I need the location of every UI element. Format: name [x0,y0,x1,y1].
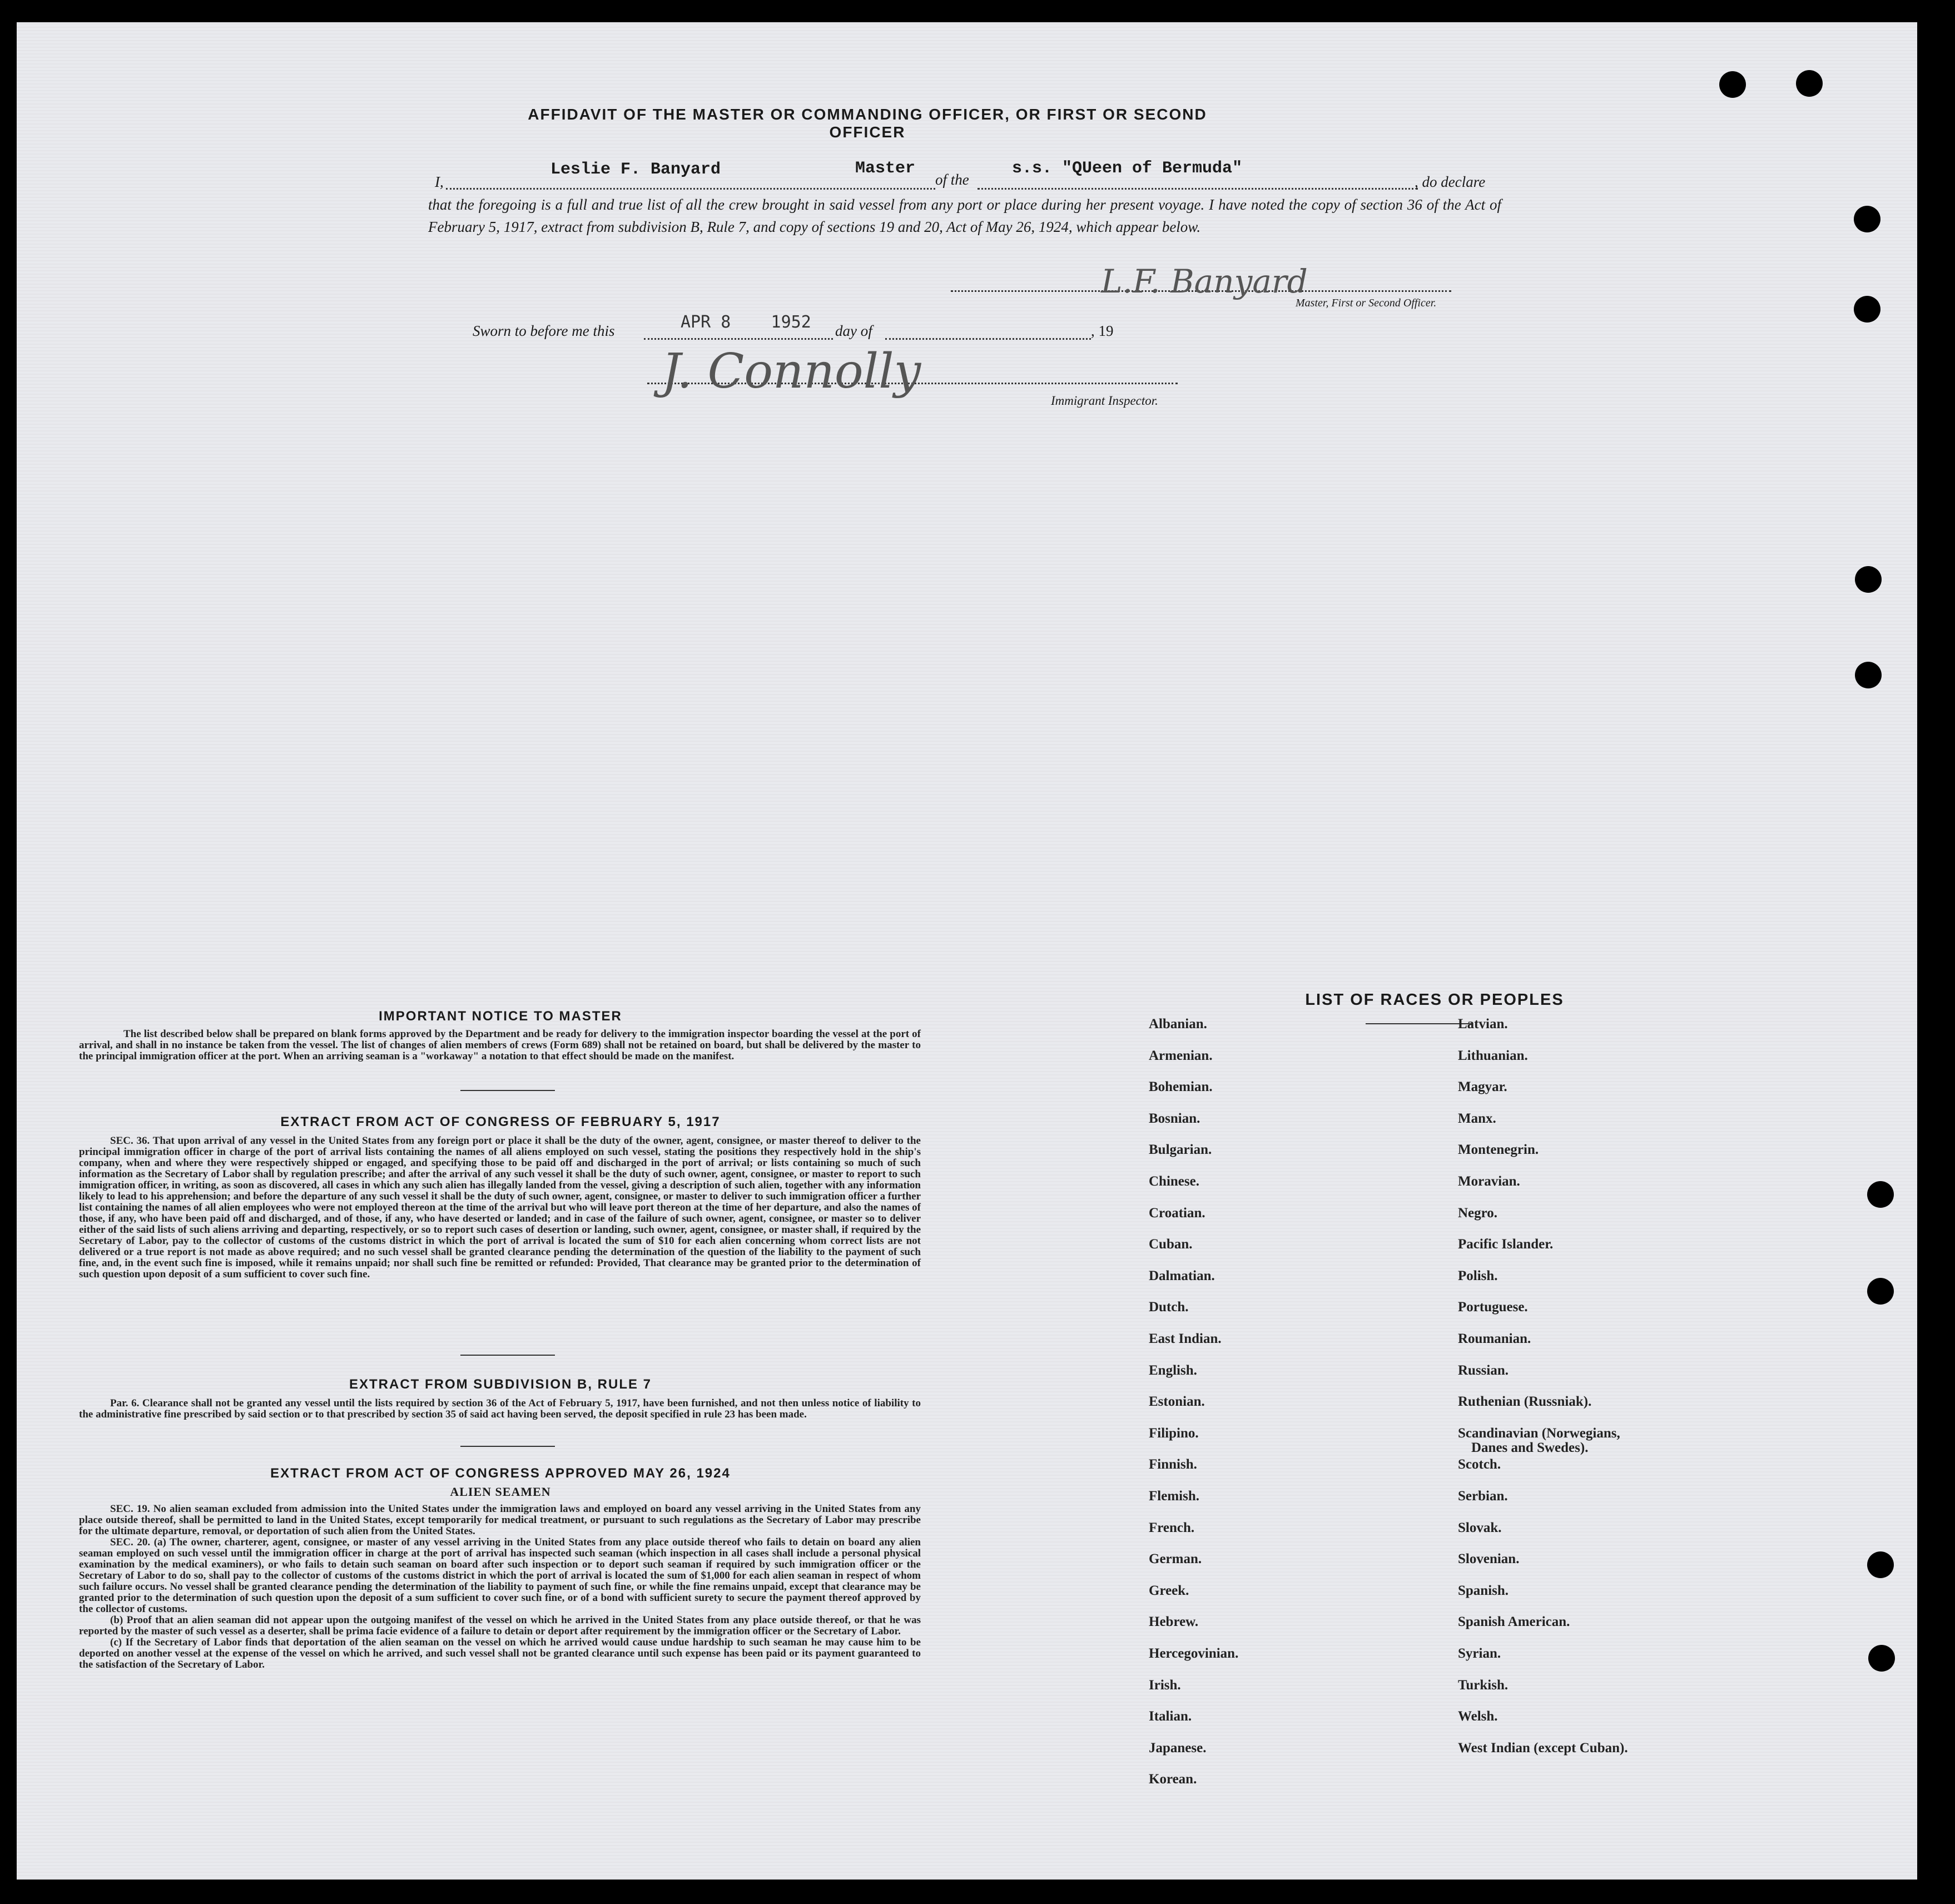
sworn-date-stamp: APR 8 1952 [681,313,811,332]
race-item: Finnish. [1149,1457,1197,1472]
race-item: West Indian (except Cuban). [1458,1740,1628,1756]
race-item: Bosnian. [1149,1110,1200,1126]
extract-1924-block [79,1504,921,1670]
day-of-line [885,338,1091,340]
race-item: Scandinavian (Norwegians, [1458,1425,1620,1441]
affidavit-i-label: I, [435,173,444,190]
vessel-line [977,188,1418,190]
sec20c-text: (c) If the Secretary of Labor finds that deportation of the alien seaman on the vessel on which he arrived would cause undue hardship to such seaman he may cause him to be deported on another vessel at the expense of the vessel on which he arrived, and such vessel shall not be granted clearance until such expense has been paid or its payment guaranteed to the satisfaction of the Secretary of Labor. [79,1637,921,1670]
race-item: Greek. [1149,1583,1189,1598]
race-item: Ruthenian (Russniak). [1458,1394,1592,1410]
punch-hole [1868,1645,1895,1672]
race-item: Croatian. [1149,1205,1205,1221]
rule7-text: Par. 6. Clearance shall not be granted any vessel until the lists required by section 36 of the Act of February 5, 1917, have been furnished, and not then unless notice of liability to the administrative fine prescribed by said section or to that prescribed by section 35 of said act having been served, the deposit specified in rule 23 has been made. [79,1397,921,1420]
race-item: Magyar. [1458,1079,1507,1095]
do-declare-label: , do declare [1415,173,1486,190]
race-item: Latvian. [1458,1017,1508,1032]
signer-title: Master, First or Second Officer. [1296,297,1437,309]
race-item: Chinese. [1149,1174,1199,1189]
punch-hole [1867,1181,1894,1208]
race-item: Danes and Swedes). [1471,1440,1589,1455]
race-item: Portuguese. [1458,1300,1528,1315]
race-item: Albanian. [1149,1017,1207,1032]
separator [460,1090,555,1091]
race-item: Irish. [1149,1677,1181,1693]
extract-1924-title: EXTRACT FROM ACT OF CONGRESS APPROVED MAY 26, 1924 [270,1466,731,1481]
race-item: Negro. [1458,1205,1498,1221]
punch-hole [1855,566,1882,593]
master-signature: L.F. Banyard [1101,262,1308,300]
race-item: Syrian. [1458,1646,1501,1661]
race-item: Slovak. [1458,1520,1502,1535]
name-line [446,188,935,190]
race-item: Italian. [1149,1709,1192,1724]
sec20b-text: (b) Proof that an alien seaman did not appear upon the outgoing manifest of the vessel on which he arrived in the United States from any place outside thereof, or that he was reported by the master of such vessel as a deserter, shall be prima facie evidence of a failure to detain or deport after requirement by the immigration officer or the Secretary of Labor. [79,1614,921,1637]
race-item: Bohemian. [1149,1079,1213,1095]
extract-1924-subtitle: ALIEN SEAMEN [450,1485,551,1499]
race-item: Welsh. [1458,1709,1498,1724]
year-label: , 19 [1091,323,1114,339]
race-item: Scotch. [1458,1457,1501,1472]
inspector-title: Immigrant Inspector. [1051,394,1158,408]
race-item: Slovenian. [1458,1551,1520,1567]
vessel-name: s.s. "QUeen of Bermuda" [1012,159,1243,178]
of-the-label: of the [935,171,969,188]
race-item: Serbian. [1458,1489,1508,1504]
race-item: Hercegovinian. [1149,1646,1239,1661]
punch-hole [1796,70,1823,97]
punch-hole [1867,1551,1894,1578]
notice-text: The list described below shall be prepared on blank forms approved by the Department and be ready for delivery to the immigration inspector boarding the vessel at the port of arrival, and shall in no instance be taken from the vessel. The list of changes of alien members of crews (Form 689) shall not be retained on board, but shall be delivered by the master to the principal immigration officer at the port. When an arriving seaman is a "workaway" a notation to that effect should be made on the manifest. [79,1028,921,1062]
affidavit-title: AFFIDAVIT OF THE MASTER OR COMMANDING OFFICER, OR FIRST OR SECOND OFFICER [528,106,1207,141]
race-item: Bulgarian. [1149,1142,1212,1158]
extract-1917-title: EXTRACT FROM ACT OF CONGRESS OF FEBRUARY 5, 1917 [280,1114,721,1129]
race-item: Roumanian. [1458,1331,1531,1346]
rule7-block [79,1398,921,1420]
punch-hole [1867,1278,1894,1305]
punch-hole [1854,206,1880,232]
notice-block [79,1029,921,1062]
separator [1366,1023,1471,1024]
race-item: Pacific Islander. [1458,1237,1554,1252]
sec36-text: SEC. 36. That upon arrival of any vessel in the United States from any foreign port or place it shall be the duty of the owner, agent, consignee, or master thereof to deliver to the principal immigration officer in charge of the port of arrival lists containing the names of all aliens employed on such vessel, stating the positions they respectively hold in the ship's company, when and where they were respectively shipped or engaged, and specifying those to be paid off and discharged in the port of arrival; or lists containing so much of such information as the Secretary of Labor shall by regulation prescribe; and after the arrival of any such vessel it shall be the duty of such owner, agent, consignee, or master to report to such immigration officer, in writing, as soon as discovered, all cases in which any such alien has illegally landed from the vessel, giving a description of such alien, together with any information likely to lead to his apprehension; and before the departure of any such vessel it shall be the duty of such owner, agent, consignee, or master to deliver to such immigration officer a further list containing the names of all alien employees who were not employed thereon at the time of the arrival but who will leave port thereon at the time of her departure, and also the names of those, if any, who have been paid off and discharged, and of those, if any, who have deserted or landed; and in case of the failure of such owner, agent, consignee, or master so to deliver either of the said lists of such aliens arriving and departing, respectively, or so to report such cases of desertion or landing, such owner, agent, consignee, or master shall, if required by the Secretary of Labor, pay to the collector of customs of the customs district in which the port of arrival is located the sum of $10 for each alien concerning whom correct lists are not delivered or a true report is not made as above required; and no such vessel shall be granted clearance pending the determination of the question of the liability to the payment of such fine, and, in the event such fine is imposed, while it remains unpaid; nor shall such fine be remitted or refunded: Provided, That clearance may be granted prior to the determination of such question upon deposit of a sum sufficient to cover such fine. [79,1135,921,1280]
race-item: Turkish. [1458,1677,1509,1693]
race-item: East Indian. [1149,1331,1222,1346]
rule7-title: EXTRACT FROM SUBDIVISION B, RULE 7 [349,1377,652,1392]
race-item: Cuban. [1149,1237,1193,1252]
race-item: Filipino. [1149,1425,1199,1441]
race-item: Estonian. [1149,1394,1205,1410]
race-item: Spanish American. [1458,1614,1570,1630]
race-item: Moravian. [1458,1174,1520,1189]
race-item: Dalmatian. [1149,1268,1215,1283]
race-item: Spanish. [1458,1583,1509,1598]
notice-title: IMPORTANT NOTICE TO MASTER [379,1009,622,1024]
master-name: Leslie F. Banyard [550,160,721,179]
race-item: French. [1149,1520,1195,1535]
sec20a-text: SEC. 20. (a) The owner, charterer, agent, consignee, or master of any vessel arriving in the United States from any place outside thereof who fails to detain on board any alien seaman employed on such vessel until the immigration officer in charge at the port of arrival has inspected such seaman (which inspection in all cases shall include a personal physical examination by the medical examiners), or who fails to detain such seaman on board after such inspection or to deport such seaman if required by such immigration officer or the Secretary of Labor to do so, shall pay to the collector of customs of the customs district in which the port of arrival is located the sum of $1,000 for each alien seaman in respect of whom such failure occurs. No vessel shall be granted clearance pending the determination of the liability to payment of such fine, or while the fine remains unpaid, except that clearance may be granted prior to the determination of such question upon the deposit of a sum sufficient to cover such fine, or of a bond with sufficient surety to secure the payment thereof approved by the collector of customs. [79,1536,921,1615]
race-item: Armenian. [1149,1048,1213,1063]
sec19-text: SEC. 19. No alien seaman excluded from admission into the United States under the immigration laws and employed on board any vessel arriving in the United States from any place outside thereof, shall be permitted to land in the United States, except temporarily for medical treatment, or pursuant to such regulations as the Secretary of Labor may prescribe for the ultimate departure, removal, or deportation of such alien from the United States. [79,1503,921,1537]
separator [460,1446,555,1447]
race-item: English. [1149,1362,1197,1378]
punch-hole [1719,71,1746,98]
race-item: Flemish. [1149,1489,1199,1504]
inspector-signature: J. Connolly [662,344,921,399]
separator [460,1355,555,1356]
sworn-label: Sworn to before me this [473,323,615,339]
race-item: Lithuanian. [1458,1048,1528,1063]
race-item: Korean. [1149,1772,1197,1787]
day-of-label: day of [835,323,872,339]
races-title: LIST OF RACES OR PEOPLES [1305,991,1564,1009]
master-rank: Master [855,159,916,178]
punch-hole [1855,662,1882,688]
race-item: Hebrew. [1149,1614,1199,1630]
punch-hole [1854,296,1880,323]
race-item: Polish. [1458,1268,1498,1283]
race-item: Dutch. [1149,1300,1189,1315]
race-item: Manx. [1458,1110,1496,1126]
race-item: Japanese. [1149,1740,1207,1756]
race-item: Montenegrin. [1458,1142,1539,1158]
race-item: Russian. [1458,1362,1509,1378]
race-item: German. [1149,1551,1202,1567]
affidavit-body: that the foregoing is a full and true list of all the crew brought in said vessel from any port or place during her present voyage. I have noted the copy of section 36 of the Act of February 5, 1917, extract from subdivision B, Rule 7, and copy of sections 19 and 20, Act of May 26, 1924, which appear below. [428,196,1501,235]
extract-1917-block [79,1136,921,1280]
sworn-date-line [644,338,833,340]
document-page [17,22,1917,1880]
